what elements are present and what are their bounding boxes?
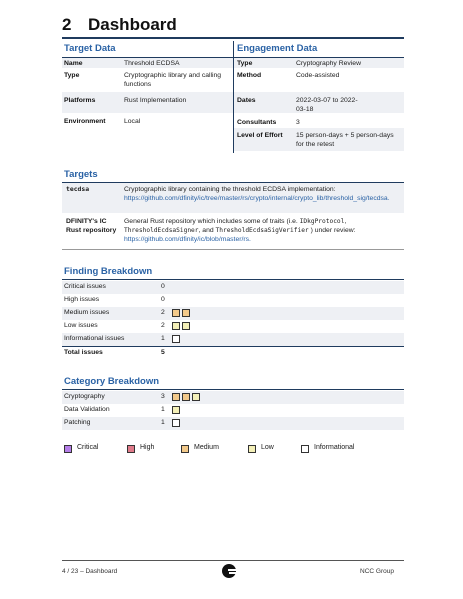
finding-label: Medium issues (64, 309, 110, 316)
legend-label: High (140, 444, 155, 451)
low-swatch (248, 445, 256, 453)
target-link[interactable]: https://github.com/dfinity/ic/blob/master/rs. (124, 236, 251, 243)
target-tecdsa-row (62, 185, 404, 213)
key: Consultants (237, 119, 277, 126)
finding-row-total (62, 347, 404, 360)
code-idkg: IDkgProtocol (299, 218, 345, 225)
target-key: tecdsa (66, 185, 90, 193)
category-row-cryptography (62, 391, 404, 404)
value: 3 (296, 119, 300, 126)
informational-box (172, 419, 180, 427)
targets-bottom-rule (62, 249, 404, 250)
finding-label: Informational issues (64, 335, 125, 342)
legend-label: Critical (77, 444, 99, 451)
category-count: 3 (161, 393, 165, 400)
target-data-title: Target Data (64, 43, 116, 54)
finding-count: 0 (161, 283, 165, 290)
target-repo-row (62, 217, 404, 249)
targets-title: Targets (64, 169, 98, 180)
finding-label: Low issues (64, 322, 98, 329)
value: Cryptography Review (296, 60, 361, 67)
and-text: , and (198, 227, 214, 234)
section-number: 2 (62, 15, 72, 34)
code-verifier: ThresholdEcdsaSigVerifier (215, 227, 309, 234)
medium-box (182, 393, 190, 401)
key: Platforms (64, 97, 96, 104)
legend-label: Medium (194, 444, 219, 451)
footer-page: 4 / 23 – Dashboard (62, 568, 118, 575)
finding-count: 2 (161, 322, 165, 329)
category-label: Cryptography (64, 393, 105, 400)
medium-box (172, 309, 180, 317)
medium-box (182, 309, 190, 317)
category-label: Patching (64, 419, 91, 426)
low-box (192, 393, 200, 401)
footer-company: NCC Group (360, 568, 394, 575)
target-desc-text: Cryptographic library containing the threshold ECDSA implementation: (124, 186, 336, 193)
finding-row-low (62, 320, 404, 333)
key: Environment (64, 118, 106, 125)
key: Type (237, 60, 253, 67)
target-link[interactable]: https://github.com/dfinity/ic/tree/master/rs/crypto/internal/crypto_lib/threshold_sig/tecdsa. (124, 195, 390, 202)
target-desc (124, 217, 402, 244)
finding-count: 2 (161, 309, 165, 316)
finding-rule (62, 279, 404, 280)
category-row-data-validation (62, 404, 404, 417)
legend-label: Informational (314, 444, 355, 451)
title-rule (62, 37, 404, 39)
value: Cryptographic library and calling functions (124, 72, 222, 88)
legend-label: Low (261, 444, 274, 451)
finding-label: Critical issues (64, 283, 106, 290)
category-count: 1 (161, 419, 165, 426)
target-desc-text: General Rust repository which includes some of traits (i.e. (124, 218, 298, 225)
category-label: Data Validation (64, 406, 110, 413)
target-desc (124, 185, 402, 203)
finding-row-critical (62, 281, 404, 294)
medium-swatch (181, 445, 189, 453)
comma: , (344, 218, 347, 225)
finding-breakdown-title: Finding Breakdown (64, 266, 153, 277)
finding-count: 1 (161, 335, 165, 342)
informational-swatch (301, 445, 309, 453)
medium-box (172, 393, 180, 401)
category-row-patching (62, 417, 404, 430)
finding-label: High issues (64, 296, 100, 303)
key: Dates (237, 97, 256, 104)
total-label: Total issues (64, 349, 103, 356)
engagement-data-title: Engagement Data (237, 43, 318, 54)
finding-row-informational (62, 333, 404, 346)
page-title (62, 15, 177, 35)
value: Code-assisted (296, 72, 340, 79)
key: Type (64, 72, 80, 79)
value: Local (124, 118, 141, 125)
informational-box (172, 335, 180, 343)
category-rule (62, 389, 404, 390)
value: Threshold ECDSA (124, 60, 180, 67)
finding-row-high (62, 294, 404, 307)
low-box (172, 406, 180, 414)
key: Level of Effort (237, 132, 283, 139)
low-box (172, 322, 180, 330)
value: 2022-03-07 to 2022-03-18 (296, 97, 358, 113)
high-swatch (127, 445, 135, 453)
category-count: 1 (161, 406, 165, 413)
target-key: DFINITY's IC Rust repository (66, 218, 117, 234)
key: Name (64, 60, 83, 67)
total-count: 5 (161, 349, 165, 356)
finding-row-medium (62, 307, 404, 320)
critical-swatch (64, 445, 72, 453)
value: Rust Implementation (124, 97, 187, 104)
code-signer: ThresholdEcdsaSigner (124, 227, 199, 234)
ncc-logo-icon (222, 564, 236, 578)
section-title: Dashboard (88, 15, 177, 34)
finding-count: 0 (161, 296, 165, 303)
key: Method (237, 72, 262, 79)
value: 15 person-days + 5 person-days for the retest (296, 132, 394, 148)
category-breakdown-title: Category Breakdown (64, 376, 160, 387)
footer-rule (62, 560, 404, 561)
target-desc-end: ) under review: (310, 227, 356, 234)
low-box (182, 322, 190, 330)
